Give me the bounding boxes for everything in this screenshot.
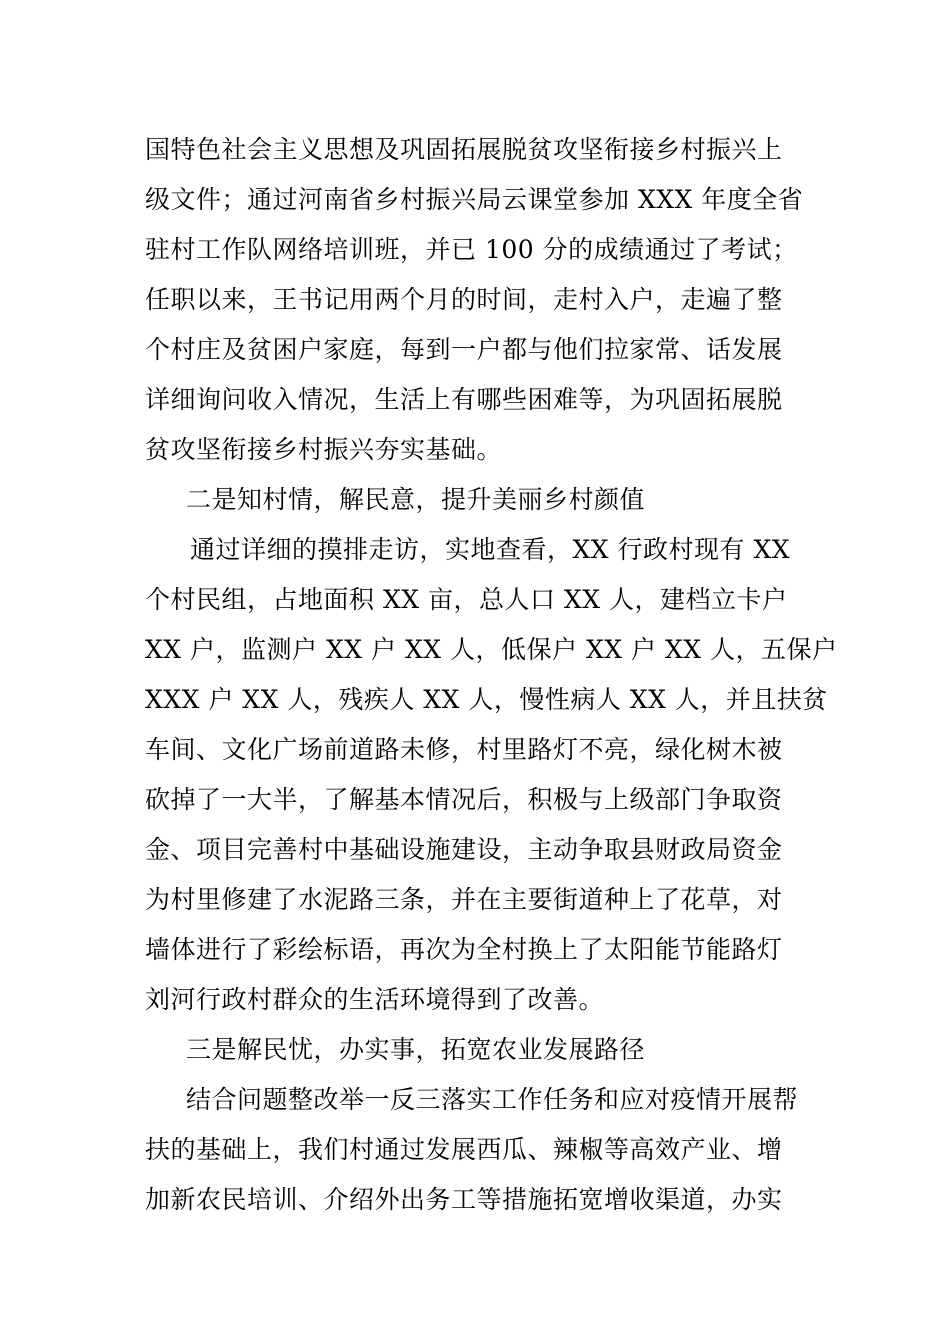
text-line: 金、项目完善村中基础设施建设，主动争取县财政局资金 [145,835,783,864]
text-line: 通过详细的摸排走访，实地查看，XX 行政村现有 XX [190,535,791,564]
text-line: XXX 户 XX 人，残疾人 XX 人，慢性病人 XX 人，并且扶贫 [145,685,828,714]
text-line: XX 户，监测户 XX 户 XX 人，低保户 XX 户 XX 人，五保户 [145,635,838,664]
text-line: 扶的基础上，我们村通过发展西瓜、辣椒等高效产业、增 [145,1135,783,1164]
text-line: 国特色社会主义思想及巩固拓展脱贫攻坚衔接乡村振兴上 [145,135,783,164]
text-line: 贫攻坚衔接乡村振兴夯实基础。 [145,435,503,464]
text-line: 刘河行政村群众的生活环境得到了改善。 [145,985,605,1014]
text-line: 驻村工作队网络培训班，并已 100 分的成绩通过了考试； [145,235,798,264]
section-heading: 二是知村情，解民意，提升美丽乡村颜值 [186,485,646,514]
text-line: 级文件；通过河南省乡村振兴局云课堂参加 XXX 年度全省 [145,185,804,214]
text-line: 结合问题整改举一反三落实工作任务和应对疫情开展帮 [186,1085,799,1114]
text-line: 砍掉了一大半，了解基本情况后，积极与上级部门争取资 [145,785,783,814]
text-line: 墙体进行了彩绘标语，再次为全村换上了太阳能节能路灯 [145,935,783,964]
section-heading: 三是解民忧，办实事，拓宽农业发展路径 [186,1035,646,1064]
text-line: 加新农民培训、介绍外出务工等措施拓宽增收渠道，办实 [145,1185,783,1214]
text-line: 为村里修建了水泥路三条，并在主要街道种上了花草，对 [145,885,783,914]
text-line: 任职以来，王书记用两个月的时间，走村入户，走遍了整 [145,285,783,314]
text-line: 详细询问收入情况，生活上有哪些困难等，为巩固拓展脱 [145,385,783,414]
text-line: 个村民组，占地面积 XX 亩，总人口 XX 人，建档立卡户 [145,585,788,614]
text-line: 车间、文化广场前道路未修，村里路灯不亮，绿化树木被 [145,735,783,764]
text-line: 个村庄及贫困户家庭，每到一户都与他们拉家常、话发展 [145,335,783,364]
